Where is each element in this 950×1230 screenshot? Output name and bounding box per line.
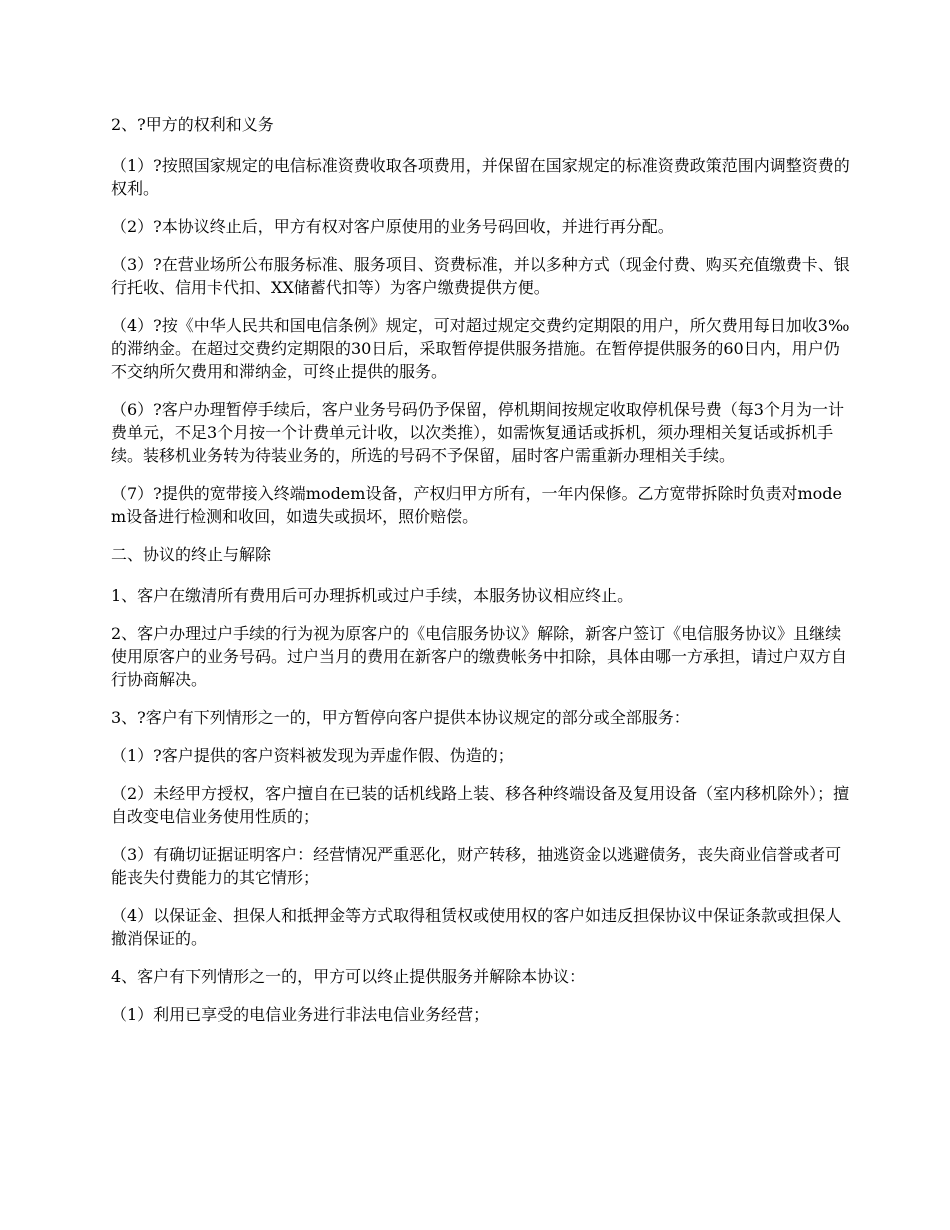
document-body (111, 113, 851, 1041)
paragraph-clause-3-item-3: （3）有确切证据证明客户：经营情况严重恶化，财产转移，抽逃资金以逃避债务，丧失商业信誉或者可能丧失付费能力的其它情形； (111, 845, 842, 887)
paragraph-item-2: （2）?本协议终止后，甲方有权对客户原使用的业务号码回收，并进行再分配。 (111, 217, 674, 236)
paragraph-clause-4-item-1: （1）利用已享受的电信业务进行非法电信业务经营； (111, 1005, 490, 1024)
paragraph-clause-3: 3、?客户有下列情形之一的，甲方暂停向客户提供本协议规定的部分或全部服务： (111, 708, 690, 727)
paragraph-item-4: （4）?按《中华人民共和国电信条例》规定，可对超过规定交费约定期限的用户，所欠费用每日加收3‰的滞纳金。在超过交费约定期限的30日后，采取暂停提供服务措施。在暂停提供服务的60日内，用户仍不交纳所欠费用和滞纳金，可终止提供的服务。 (111, 316, 850, 381)
paragraph-clause-2: 2、客户办理过户手续的行为视为原客户的《电信服务协议》解除，新客户签订《电信服务协议》且继续使用原客户的业务号码。过户当月的费用在新客户的缴费帐务中扣除，具体由哪一方承担，请过户双方自行协商解决。 (111, 624, 848, 689)
paragraph-clause-4: 4、客户有下列情形之一的，甲方可以终止提供服务并解除本协议： (111, 967, 586, 986)
section-heading-party-a-rights: 2、?甲方的权利和义务 (111, 115, 274, 134)
paragraph-item-7: （7）?提供的宽带接入终端modem设备，产权归甲方所有，一年内保修。乙方宽带拆除时负责对modem设备进行检测和收回，如遗失或损坏，照价赔偿。 (111, 484, 842, 526)
section-heading-termination: 二、协议的终止与解除 (111, 545, 272, 564)
paragraph-clause-3-item-4: （4）以保证金、担保人和抵押金等方式取得租赁权或使用权的客户如违反担保协议中保证条款或担保人撤消保证的。 (111, 906, 842, 948)
paragraph-item-6: （6）?客户办理暂停手续后，客户业务号码仍予保留，停机期间按规定收取停机保号费（每3个月为一计费单元，不足3个月按一个计费单元计收，以次类推），如需恢复通话或拆机，须办理相关复话或拆机手续。装移机业务转为待装业务的，所选的号码不予保留，届时客户需重新办理相关手续。 (111, 400, 844, 465)
paragraph-item-1: （1）?按照国家规定的电信标准资费收取各项费用，并保留在国家规定的标准资费政策范围内调整资费的权利。 (111, 156, 850, 198)
paragraph-clause-3-item-2: （2）未经甲方授权，客户擅自在已装的话机线路上装、移各种终端设备及复用设备（室内移机除外）；擅自改变电信业务使用性质的； (111, 784, 850, 826)
paragraph-item-3: （3）?在营业场所公布服务标准、服务项目、资费标准，并以多种方式（现金付费、购买充值缴费卡、银行托收、信用卡代扣、XX储蓄代扣等）为客户缴费提供方便。 (111, 255, 850, 297)
paragraph-clause-1: 1、客户在缴清所有费用后可办理拆机或过户手续，本服务协议相应终止。 (111, 586, 634, 605)
paragraph-clause-3-item-1: （1）?客户提供的客户资料被发现为弄虚作假、伪造的； (111, 746, 514, 765)
